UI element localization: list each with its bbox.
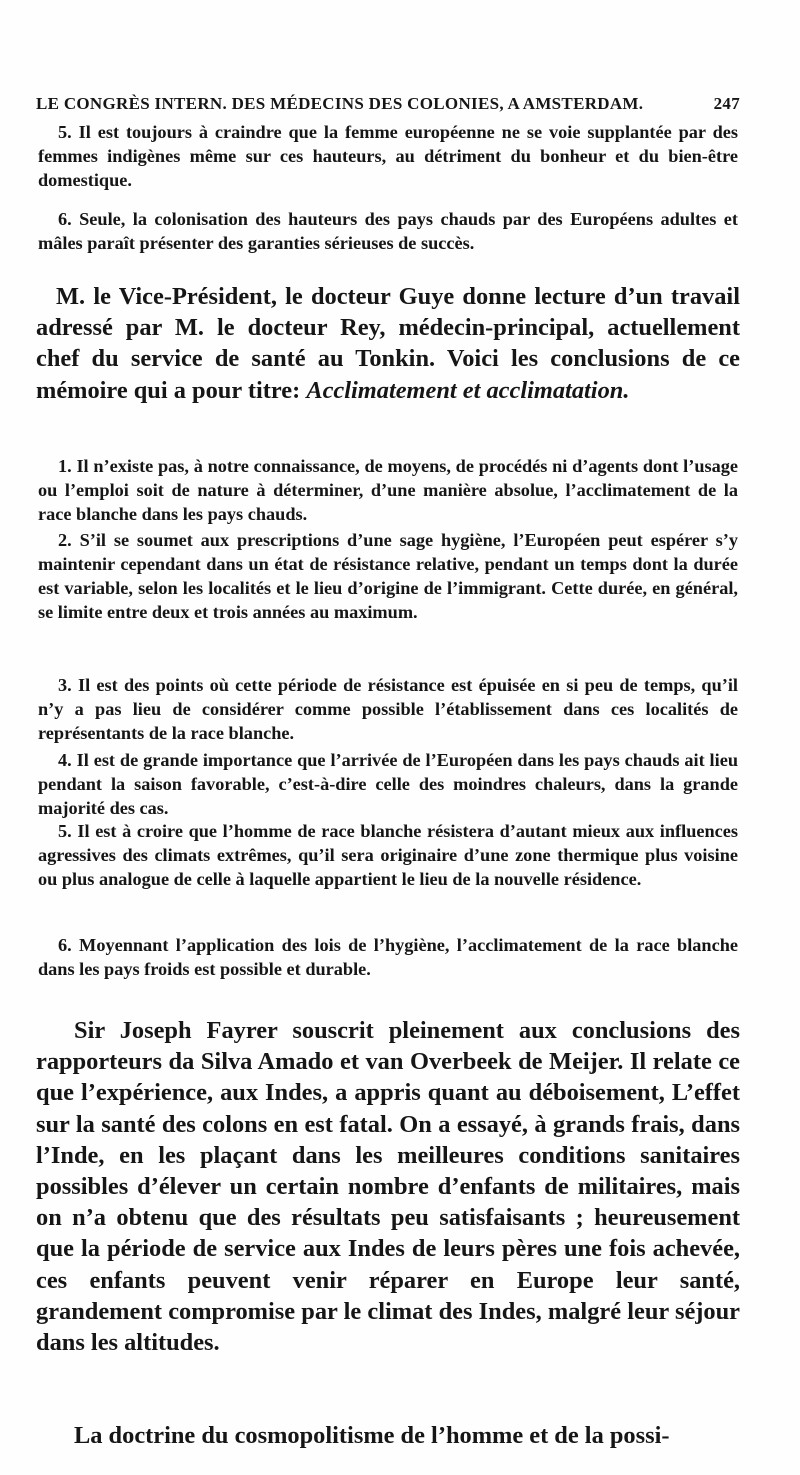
memoir-title: Acclimatement et acclimatation. xyxy=(306,376,630,404)
conclusion-2: 2. S’il se soumet aux prescriptions d’une sage hygiène, l’Européen peut espérer s’y maintenir cependant dans un état de résistance relative, pendant un temps dont la durée est variable, selon les localités et le lieu d’origine de l’immigrant. Cette durée, en général, se limite entre deux et trois années au maximum. xyxy=(38,530,738,622)
conclusion-4: 4. Il est de grande importance que l’arrivée de l’Européen dans les pays chauds ait lieu pendant la saison favorable, c’est-à-dire celle des moindres chaleurs, dans la grande majorité des cas. xyxy=(38,750,738,818)
page-number: 247 xyxy=(713,94,740,113)
conclusion-3: 3. Il est des points où cette période de résistance est épuisée en si peu de temps, qu’il n’y a pas lieu de considérer comme possible l’établissement dans ces localités de représentants de la race blanche. xyxy=(38,675,738,743)
conclusion-1: 1. Il n’existe pas, à notre connaissance, de moyens, de procédés ni d’agents dont l’usage ou l’emploi soit de nature à déterminer, d’une manière absolue, l’acclimatement de la race blanche dans les pays chauds. xyxy=(38,456,738,524)
conclusion-6: 6. Moyennant l’application des lois de l’hygiène, l’acclimatement de la race blanche dans les pays froids est possible et durable. xyxy=(38,935,738,979)
intro-text: M. le Vice-Président, le docteur Guye donne lecture d’un travail adressé par M. le docteur Rey, médecin-principal, actuellement chef du service de santé au Tonkin. Voici les conclusions de ce mémoire qui a pour titre: xyxy=(36,283,740,404)
top-item-6: 6. Seule, la colonisation des hauteurs des pays chauds par des Européens adultes et mâles paraît présenter des garanties sérieuses de succès. xyxy=(38,209,738,253)
intro-paragraph xyxy=(36,281,740,406)
closing-fragment: La doctrine du cosmopolitisme de l’homme et de la possi- xyxy=(74,1422,670,1449)
top-item-5: 5. Il est toujours à craindre que la femme européenne ne se voie supplantée par des femmes indigènes même sur ces hauteurs, au détriment du bonheur et du bien-être domestique. xyxy=(38,122,738,190)
running-title: LE CONGRÈS INTERN. DES MÉDECINS DES COLONIES, A AMSTERDAM. xyxy=(36,94,644,113)
conclusion-5: 5. Il est à croire que l’homme de race blanche résistera d’autant mieux aux influences agressives des climats extrêmes, qu’il sera originaire d’une zone thermique plus voisine ou plus analogue de celle à laquelle appartient le lieu de la nouvelle résidence. xyxy=(38,821,738,889)
fayrer-paragraph: Sir Joseph Fayrer souscrit pleinement aux conclusions des rapporteurs da Silva Amado et van Overbeek de Meijer. Il relate ce que l’expérience, aux Indes, a appris quant au déboisement, L’effet sur la santé des colons en est fatal. On a essayé, à grands frais, dans l’Inde, en les plaçant dans les meilleures conditions sanitaires possibles d’élever un certain nombre d’enfants de militaires, mais on n’a obtenu que des résultats peu satisfaisants ; heureusement que la période de service aux Indes de leurs pères une fois achevée, ces enfants peuvent venir réparer en Europe leur santé, grandement compromise par le climat des Indes, malgré leur séjour dans les altitudes. xyxy=(36,1017,740,1357)
running-header xyxy=(36,94,740,114)
